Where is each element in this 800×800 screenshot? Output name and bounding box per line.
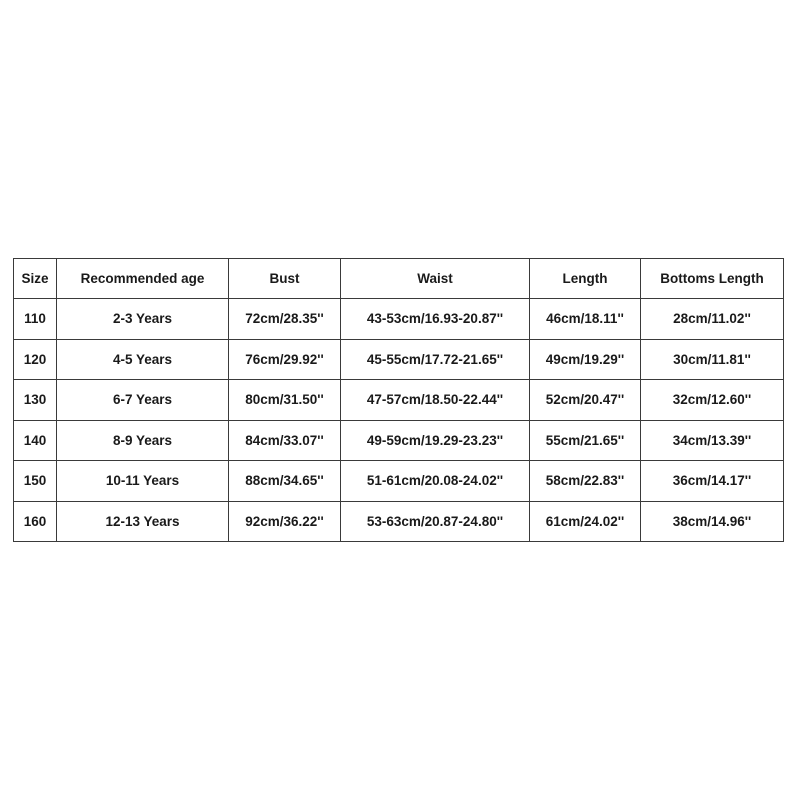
cell-waist: 45-55cm/17.72-21.65'' xyxy=(341,339,530,380)
cell-waist: 53-63cm/20.87-24.80'' xyxy=(341,501,530,542)
cell-size: 120 xyxy=(14,339,57,380)
cell-bust: 88cm/34.65'' xyxy=(229,461,341,502)
cell-bottoms-length: 32cm/12.60'' xyxy=(641,380,784,421)
cell-bottoms-length: 38cm/14.96'' xyxy=(641,501,784,542)
table-row xyxy=(14,461,784,502)
cell-size: 110 xyxy=(14,299,57,340)
cell-waist: 43-53cm/16.93-20.87'' xyxy=(341,299,530,340)
cell-bottoms-length: 34cm/13.39'' xyxy=(641,420,784,461)
cell-length: 55cm/21.65'' xyxy=(530,420,641,461)
cell-waist: 51-61cm/20.08-24.02'' xyxy=(341,461,530,502)
cell-waist: 47-57cm/18.50-22.44'' xyxy=(341,380,530,421)
cell-bust: 84cm/33.07'' xyxy=(229,420,341,461)
header-size: Size xyxy=(14,259,57,299)
cell-recommended-age: 8-9 Years xyxy=(57,420,229,461)
cell-length: 52cm/20.47'' xyxy=(530,380,641,421)
header-recommended-age: Recommended age xyxy=(57,259,229,299)
cell-bottoms-length: 36cm/14.17'' xyxy=(641,461,784,502)
size-chart-table xyxy=(13,258,784,542)
table-row xyxy=(14,420,784,461)
cell-length: 46cm/18.11'' xyxy=(530,299,641,340)
cell-waist: 49-59cm/19.29-23.23'' xyxy=(341,420,530,461)
table-row xyxy=(14,339,784,380)
header-length: Length xyxy=(530,259,641,299)
header-row xyxy=(14,259,784,299)
cell-recommended-age: 10-11 Years xyxy=(57,461,229,502)
cell-bust: 72cm/28.35'' xyxy=(229,299,341,340)
header-waist: Waist xyxy=(341,259,530,299)
cell-recommended-age: 6-7 Years xyxy=(57,380,229,421)
table-row xyxy=(14,299,784,340)
cell-recommended-age: 12-13 Years xyxy=(57,501,229,542)
cell-recommended-age: 2-3 Years xyxy=(57,299,229,340)
header-bottoms-length: Bottoms Length xyxy=(641,259,784,299)
cell-size: 150 xyxy=(14,461,57,502)
cell-length: 58cm/22.83'' xyxy=(530,461,641,502)
cell-size: 160 xyxy=(14,501,57,542)
cell-bust: 76cm/29.92'' xyxy=(229,339,341,380)
table-row xyxy=(14,501,784,542)
cell-bottoms-length: 28cm/11.02'' xyxy=(641,299,784,340)
cell-bottoms-length: 30cm/11.81'' xyxy=(641,339,784,380)
cell-size: 140 xyxy=(14,420,57,461)
cell-recommended-age: 4-5 Years xyxy=(57,339,229,380)
table-row xyxy=(14,380,784,421)
cell-bust: 80cm/31.50'' xyxy=(229,380,341,421)
cell-length: 49cm/19.29'' xyxy=(530,339,641,380)
header-bust: Bust xyxy=(229,259,341,299)
cell-length: 61cm/24.02'' xyxy=(530,501,641,542)
cell-bust: 92cm/36.22'' xyxy=(229,501,341,542)
cell-size: 130 xyxy=(14,380,57,421)
